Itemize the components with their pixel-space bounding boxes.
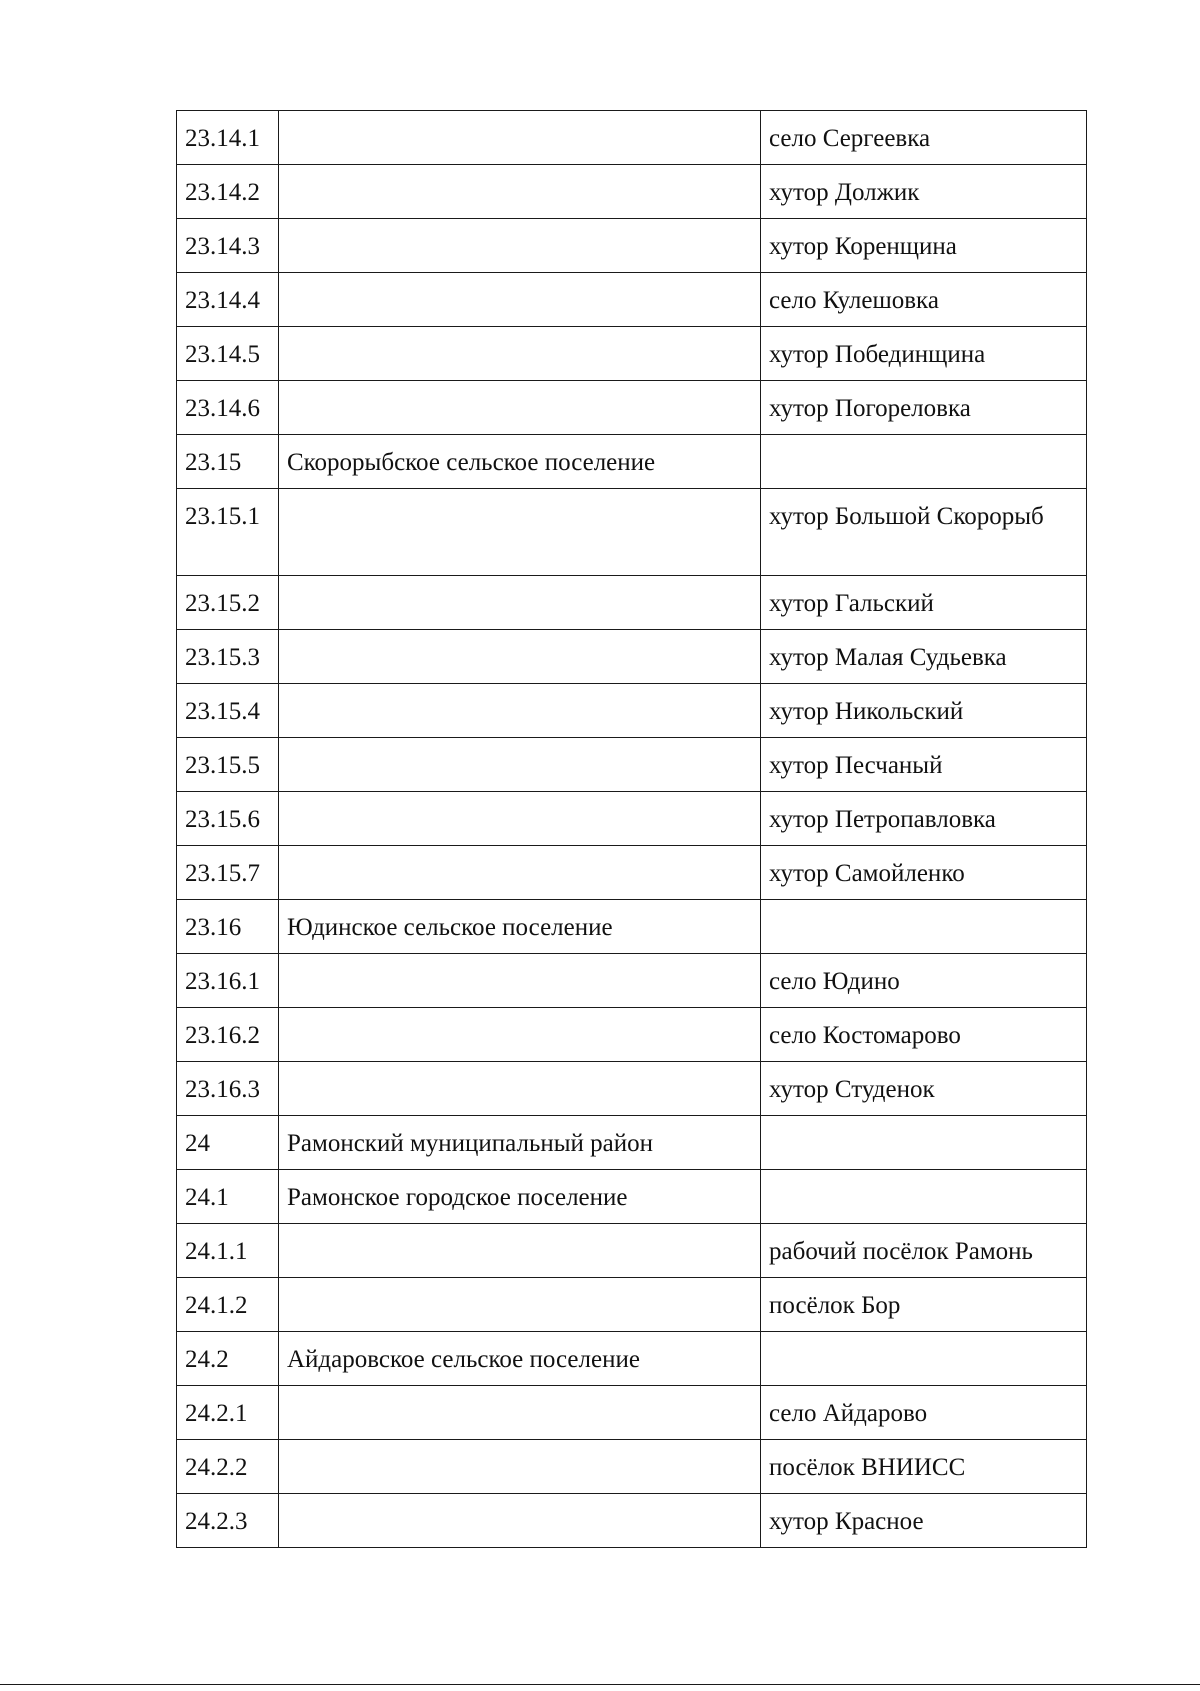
municipality-name-cell (279, 738, 761, 792)
municipality-name-cell: Скорорыбское сельское поселение (279, 435, 761, 489)
row-number-cell: 24 (177, 1116, 279, 1170)
table-row (177, 684, 1087, 738)
row-number-cell: 24.2.1 (177, 1386, 279, 1440)
municipality-name-cell (279, 273, 761, 327)
settlement-name-cell: село Кулешовка (761, 273, 1087, 327)
municipality-name-cell (279, 1008, 761, 1062)
municipality-name-cell (279, 1278, 761, 1332)
row-number-cell: 23.16.2 (177, 1008, 279, 1062)
table-row (177, 165, 1087, 219)
row-number-cell: 23.15.7 (177, 846, 279, 900)
table-row (177, 1386, 1087, 1440)
municipality-name-cell: Юдинское сельское поселение (279, 900, 761, 954)
table-row (177, 489, 1087, 576)
table-row (177, 1494, 1087, 1548)
table-row (177, 381, 1087, 435)
municipality-name-cell (279, 846, 761, 900)
municipality-name-cell (279, 1440, 761, 1494)
settlement-name-cell (761, 900, 1087, 954)
table-row (177, 1224, 1087, 1278)
table-row (177, 219, 1087, 273)
settlement-name-cell: посёлок Бор (761, 1278, 1087, 1332)
settlement-name-cell: село Костомарово (761, 1008, 1087, 1062)
row-number-cell: 23.15.5 (177, 738, 279, 792)
row-number-cell: 23.16 (177, 900, 279, 954)
settlement-name-cell: село Сергеевка (761, 111, 1087, 165)
row-number-cell: 24.2 (177, 1332, 279, 1386)
row-number-cell: 23.15 (177, 435, 279, 489)
row-number-cell: 24.1.1 (177, 1224, 279, 1278)
municipality-name-cell (279, 684, 761, 738)
table-row (177, 576, 1087, 630)
row-number-cell: 24.1.2 (177, 1278, 279, 1332)
row-number-cell: 24.2.2 (177, 1440, 279, 1494)
municipality-name-cell (279, 792, 761, 846)
municipality-name-cell (279, 165, 761, 219)
municipality-name-cell: Рамонский муниципальный район (279, 1116, 761, 1170)
table-row (177, 327, 1087, 381)
row-number-cell: 23.16.3 (177, 1062, 279, 1116)
row-number-cell: 23.14.3 (177, 219, 279, 273)
settlement-name-cell (761, 1332, 1087, 1386)
row-number-cell: 23.14.1 (177, 111, 279, 165)
municipality-name-cell (279, 381, 761, 435)
municipality-name-cell (279, 1224, 761, 1278)
settlement-name-cell: хутор Петропавловка (761, 792, 1087, 846)
table-row (177, 630, 1087, 684)
table-row (177, 273, 1087, 327)
municipality-name-cell (279, 327, 761, 381)
settlement-name-cell: хутор Малая Судьевка (761, 630, 1087, 684)
row-number-cell: 24.2.3 (177, 1494, 279, 1548)
table-row (177, 1062, 1087, 1116)
settlement-name-cell: хутор Погореловка (761, 381, 1087, 435)
table-row (177, 900, 1087, 954)
row-number-cell: 23.14.4 (177, 273, 279, 327)
municipality-name-cell (279, 219, 761, 273)
table-row (177, 1116, 1087, 1170)
table-row (177, 111, 1087, 165)
table-row (177, 846, 1087, 900)
settlement-name-cell: хутор Красное (761, 1494, 1087, 1548)
table-row (177, 954, 1087, 1008)
settlement-name-cell: посёлок ВНИИСС (761, 1440, 1087, 1494)
settlement-name-cell: село Айдарово (761, 1386, 1087, 1440)
row-number-cell: 23.15.4 (177, 684, 279, 738)
page-bottom-divider (0, 1684, 1200, 1685)
settlement-name-cell: хутор Большой Скорорыб (761, 489, 1087, 576)
table-row (177, 1008, 1087, 1062)
settlement-name-cell: хутор Гальский (761, 576, 1087, 630)
settlement-name-cell: хутор Должик (761, 165, 1087, 219)
settlement-name-cell: рабочий посёлок Рамонь (761, 1224, 1087, 1278)
row-number-cell: 23.15.2 (177, 576, 279, 630)
settlement-name-cell: хутор Студенок (761, 1062, 1087, 1116)
table-row (177, 1170, 1087, 1224)
municipality-name-cell (279, 489, 761, 576)
row-number-cell: 23.14.2 (177, 165, 279, 219)
municipality-name-cell (279, 576, 761, 630)
municipality-name-cell (279, 111, 761, 165)
row-number-cell: 23.16.1 (177, 954, 279, 1008)
municipality-name-cell (279, 630, 761, 684)
settlement-name-cell (761, 1170, 1087, 1224)
settlement-name-cell: хутор Побединщина (761, 327, 1087, 381)
row-number-cell: 24.1 (177, 1170, 279, 1224)
municipality-name-cell: Айдаровское сельское поселение (279, 1332, 761, 1386)
municipality-name-cell (279, 1386, 761, 1440)
settlement-name-cell (761, 1116, 1087, 1170)
row-number-cell: 23.14.5 (177, 327, 279, 381)
row-number-cell: 23.15.3 (177, 630, 279, 684)
table-row (177, 1332, 1087, 1386)
municipality-name-cell (279, 1062, 761, 1116)
municipality-name-cell: Рамонское городское поселение (279, 1170, 761, 1224)
municipality-name-cell (279, 954, 761, 1008)
row-number-cell: 23.15.1 (177, 489, 279, 576)
settlement-name-cell: хутор Песчаный (761, 738, 1087, 792)
row-number-cell: 23.15.6 (177, 792, 279, 846)
settlement-name-cell: хутор Коренщина (761, 219, 1087, 273)
table-row (177, 738, 1087, 792)
settlements-table (176, 110, 1087, 1548)
table-row (177, 792, 1087, 846)
settlement-name-cell (761, 435, 1087, 489)
table-row (177, 435, 1087, 489)
settlement-name-cell: село Юдино (761, 954, 1087, 1008)
table-row (177, 1440, 1087, 1494)
municipality-name-cell (279, 1494, 761, 1548)
table-row (177, 1278, 1087, 1332)
settlement-name-cell: хутор Никольский (761, 684, 1087, 738)
settlement-name-cell: хутор Самойленко (761, 846, 1087, 900)
row-number-cell: 23.14.6 (177, 381, 279, 435)
